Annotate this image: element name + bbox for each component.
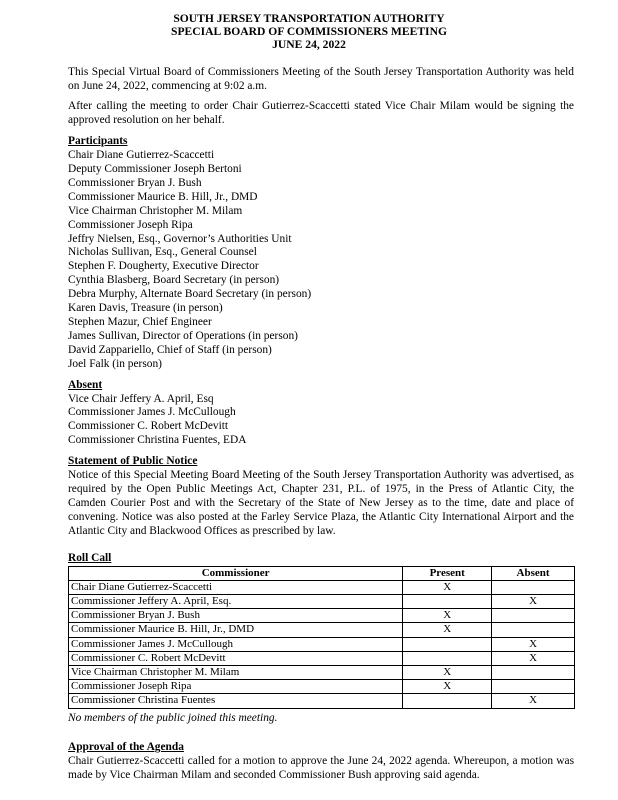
participant-item: Commissioner Maurice B. Hill, Jr., DMD [68,190,258,203]
present-cell [403,651,492,665]
meeting-title: SPECIAL BOARD OF COMMISSIONERS MEETING [171,25,447,39]
public-attendance-note: No members of the public joined this meeting. [68,711,278,724]
table-row [69,637,575,651]
present-cell: X [403,680,492,694]
participant-item: Jeffry Nielsen, Esq., Governor’s Authorities Unit [68,232,292,245]
table-row [69,609,575,623]
document-header [44,12,574,52]
absent-cell: X [492,594,575,608]
participant-item: Debra Murphy, Alternate Board Secretary (in person) [68,288,312,301]
absent-cell [492,680,575,694]
participant-item: James Sullivan, Director of Operations (in person) [68,329,298,342]
present-cell [403,694,492,708]
intro-paragraph: This Special Virtual Board of Commissioners Meeting of the South Jersey Transportation Authority was held on June 24, 2022, commencing at 9:02 a.m. [68,65,574,92]
participant-item: Commissioner Joseph Ripa [68,218,193,231]
table-row [69,580,575,594]
absent-item: Commissioner Christina Fuentes, EDA [68,434,247,447]
absent-heading: Absent [68,378,103,391]
public-notice-paragraph: Notice of this Special Meeting Board Meeting of the South Jersey Transportation Authority was advertised, as required by the Open Public Meetings Act, Chapter 231, P.L. of 1975, in the Press of Atlantic City, the Camden Courier Post and with the Secretary of the State of New Jersey as to the time, date and place of convening. Notice was also posted at the Farley Service Plaza, the Atlantic City International Airport and the Atlantic City and Blackwood Offices as prescribed by law. [68,469,574,537]
absent-item: Commissioner James J. McCullough [68,406,236,419]
participant-item: Deputy Commissioner Joseph Bertoni [68,163,242,176]
participant-item: Chair Diane Gutierrez-Scaccetti [68,149,215,162]
table-row [69,680,575,694]
table-row [69,665,575,679]
present-cell: X [403,623,492,637]
absent-cell [492,609,575,623]
roll-call-table [68,566,575,709]
agenda-heading: Approval of the Agenda [68,741,184,754]
organization-title: SOUTH JERSEY TRANSPORTATION AUTHORITY [173,12,445,25]
participant-item: Vice Chairman Christopher M. Milam [68,204,243,217]
present-cell [403,594,492,608]
absent-cell [492,623,575,637]
table-row [69,651,575,665]
participants-list [68,149,574,372]
commissioner-cell: Commissioner Joseph Ripa [69,680,403,694]
commissioner-cell: Vice Chairman Christopher M. Milam [69,665,403,679]
present-cell: X [403,665,492,679]
table-row [69,694,575,708]
meeting-date: JUNE 24, 2022 [272,38,346,52]
commissioner-cell: Chair Diane Gutierrez-Scaccetti [69,580,403,594]
present-cell: X [403,609,492,623]
participant-item: David Zappariello, Chief of Staff (in person) [68,343,272,356]
commissioner-cell: Commissioner C. Robert McDevitt [69,651,403,665]
absent-item: Commissioner C. Robert McDevitt [68,420,229,433]
call-to-order-paragraph: After calling the meeting to order Chair Gutierrez-Scaccetti stated Vice Chair Milam would be signing the approved resolution on her behalf. [68,100,574,127]
participant-item: Joel Falk (in person) [68,357,162,370]
absent-cell: X [492,694,575,708]
participant-item: Karen Davis, Treasure (in person) [68,302,223,315]
participant-item: Nicholas Sullivan, Esq., General Counsel [68,246,257,259]
participant-item: Stephen F. Dougherty, Executive Director [68,260,259,273]
table-row [69,594,575,608]
roll-call-header-row [69,566,575,580]
commissioner-cell: Commissioner Bryan J. Bush [69,609,403,623]
table-row [69,623,575,637]
agenda-paragraph: Chair Gutierrez-Scaccetti called for a motion to approve the June 24, 2022 agenda. Whereupon, a motion was made by Vice Chairman Milam and seconded Commissioner Bush approving said agenda. [68,755,574,782]
column-header-commissioner: Commissioner [69,566,403,580]
absent-cell [492,580,575,594]
commissioner-cell: Commissioner Jeffery A. April, Esq. [69,594,403,608]
participant-item: Commissioner Bryan J. Bush [68,176,202,189]
commissioner-cell: Commissioner Christina Fuentes [69,694,403,708]
participants-heading: Participants [68,135,128,148]
absent-cell [492,665,575,679]
absent-cell: X [492,651,575,665]
absent-list [68,393,574,449]
absent-cell: X [492,637,575,651]
commissioner-cell: Commissioner Maurice B. Hill, Jr., DMD [69,623,403,637]
commissioner-cell: Commissioner James J. McCullough [69,637,403,651]
column-header-present: Present [403,566,492,580]
participant-item: Stephen Mazur, Chief Engineer [68,316,212,329]
absent-item: Vice Chair Jeffery A. April, Esq [68,392,214,405]
participant-item: Cynthia Blasberg, Board Secretary (in person) [68,274,280,287]
public-notice-heading: Statement of Public Notice [68,455,198,468]
column-header-absent: Absent [492,566,575,580]
roll-call-heading: Roll Call [68,551,112,564]
present-cell: X [403,580,492,594]
present-cell [403,637,492,651]
